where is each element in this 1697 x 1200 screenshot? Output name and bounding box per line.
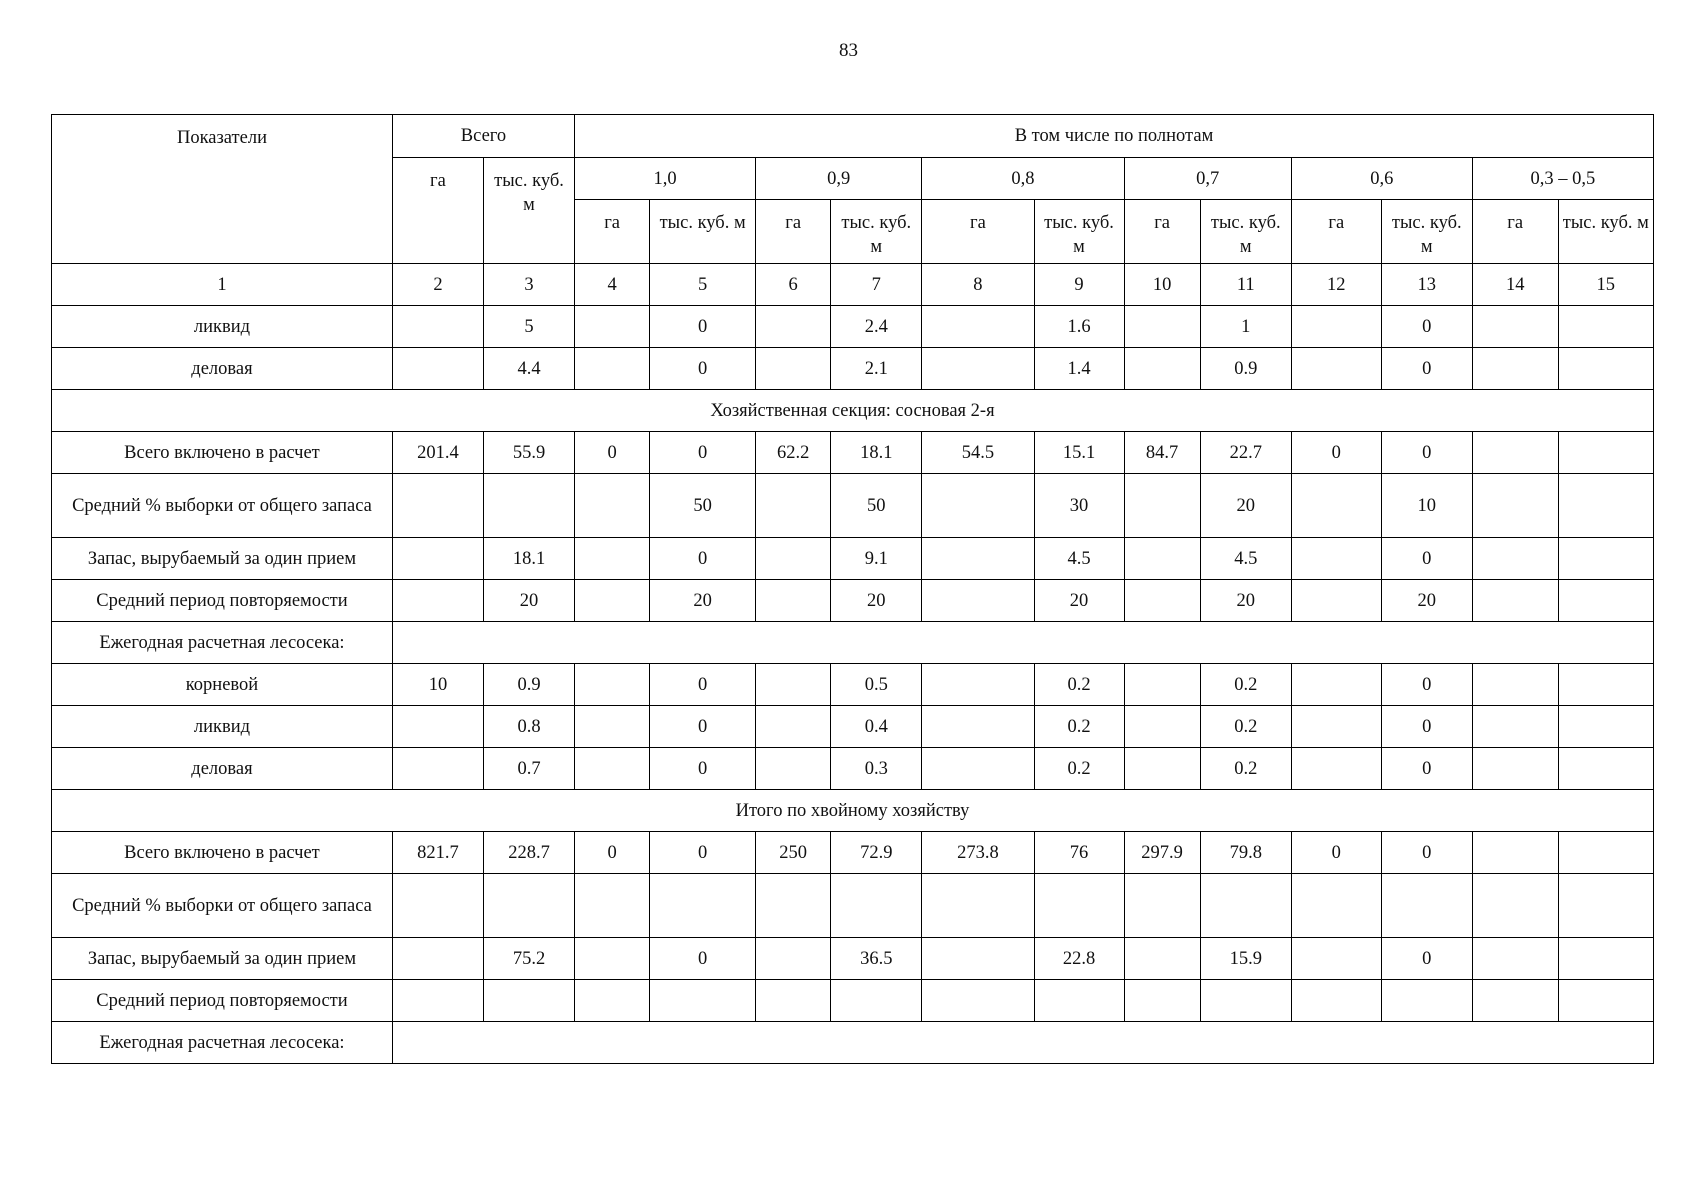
table-cell: [483, 874, 574, 938]
table-cell: 0: [1381, 748, 1472, 790]
table-cell: [756, 664, 831, 706]
table-cell: [756, 538, 831, 580]
table-cell: [756, 348, 831, 390]
column-number: 3: [483, 264, 574, 306]
table-cell: [575, 306, 650, 348]
table-cell: [1124, 664, 1200, 706]
header-unit-volume: тыс. куб. м: [1558, 200, 1653, 264]
table-cell: [1472, 874, 1558, 938]
table-cell: [1291, 664, 1381, 706]
row-label: Запас, вырубаемый за один прием: [52, 538, 393, 580]
table-cell: 54.5: [922, 432, 1034, 474]
table-cell: 62.2: [756, 432, 831, 474]
header-unit-ha: га: [1291, 200, 1381, 264]
table-cell: [1381, 874, 1472, 938]
table-row: [52, 538, 1654, 580]
table-cell: [1558, 706, 1653, 748]
table-cell: [922, 538, 1034, 580]
table-cell: 0: [650, 306, 756, 348]
table-cell: [1291, 474, 1381, 538]
column-number: 8: [922, 264, 1034, 306]
row-label: ликвид: [52, 306, 393, 348]
header-density: 0,9: [756, 158, 922, 200]
table-cell: 0.4: [831, 706, 922, 748]
table-cell: 5: [483, 306, 574, 348]
column-number-row: [52, 264, 1654, 306]
table-cell: [1472, 664, 1558, 706]
header-density: 0,6: [1291, 158, 1472, 200]
table-row: [52, 474, 1654, 538]
table-cell: [1124, 706, 1200, 748]
row-label: Запас, вырубаемый за один прием: [52, 938, 393, 980]
table-cell: [756, 580, 831, 622]
table-cell: [575, 664, 650, 706]
table-cell: [483, 474, 574, 538]
table-cell: 273.8: [922, 832, 1034, 874]
empty-cell: [392, 1022, 1653, 1064]
table-cell: [1034, 980, 1124, 1022]
column-number: 15: [1558, 264, 1653, 306]
section-title: Итого по хвойному хозяйству: [52, 790, 1654, 832]
table-cell: [1472, 580, 1558, 622]
table-cell: 18.1: [831, 432, 922, 474]
header-total: Всего: [392, 115, 574, 158]
row-label: Ежегодная расчетная лесосека:: [52, 1022, 393, 1064]
table-cell: [1558, 664, 1653, 706]
table-cell: 0: [575, 832, 650, 874]
table-cell: [1124, 874, 1200, 938]
header-unit-ha: га: [575, 200, 650, 264]
table-cell: [392, 538, 483, 580]
page-number: 83: [839, 40, 858, 61]
row-label: Средний % выборки от общего запаса: [52, 474, 393, 538]
forest-cut-table: [51, 114, 1654, 1064]
table-cell: [831, 874, 922, 938]
table-cell: [1124, 538, 1200, 580]
header-by-density: В том числе по полнотам: [575, 115, 1654, 158]
table-cell: [1291, 748, 1381, 790]
header-unit-volume: тыс. куб. м: [1034, 200, 1124, 264]
table-row: [52, 748, 1654, 790]
table-row: [52, 980, 1654, 1022]
table-body: [52, 306, 1654, 1064]
table-cell: 1.6: [1034, 306, 1124, 348]
table-cell: 36.5: [831, 938, 922, 980]
table-cell: 0: [1381, 306, 1472, 348]
table-cell: 0: [650, 748, 756, 790]
table-cell: 0: [1291, 832, 1381, 874]
table-cell: [1558, 748, 1653, 790]
table-cell: [922, 474, 1034, 538]
table-cell: [392, 748, 483, 790]
row-label: деловая: [52, 748, 393, 790]
table-cell: [1381, 980, 1472, 1022]
table-cell: 0.2: [1200, 664, 1291, 706]
table-cell: 18.1: [483, 538, 574, 580]
row-label: Ежегодная расчетная лесосека:: [52, 622, 393, 664]
column-number: 7: [831, 264, 922, 306]
table-cell: [650, 980, 756, 1022]
column-number: 6: [756, 264, 831, 306]
table-cell: 821.7: [392, 832, 483, 874]
table-cell: [1124, 580, 1200, 622]
table-cell: [1034, 874, 1124, 938]
table-cell: [756, 748, 831, 790]
table-cell: [922, 980, 1034, 1022]
table-row: [52, 706, 1654, 748]
column-number: 14: [1472, 264, 1558, 306]
row-label: деловая: [52, 348, 393, 390]
table-cell: 0: [575, 432, 650, 474]
table-cell: [1558, 538, 1653, 580]
table-cell: [1558, 874, 1653, 938]
table-cell: [575, 706, 650, 748]
table-cell: 4.5: [1200, 538, 1291, 580]
table-cell: [1291, 706, 1381, 748]
table-cell: [1472, 706, 1558, 748]
table-cell: 0: [650, 432, 756, 474]
table-cell: 15.9: [1200, 938, 1291, 980]
table-cell: 0: [1381, 706, 1472, 748]
header-density: 1,0: [575, 158, 756, 200]
row-label: корневой: [52, 664, 393, 706]
table-cell: [575, 348, 650, 390]
table-cell: 2.4: [831, 306, 922, 348]
table-cell: [1472, 748, 1558, 790]
table-cell: [1558, 980, 1653, 1022]
table-cell: [922, 706, 1034, 748]
table-cell: 0: [650, 938, 756, 980]
table-cell: 250: [756, 832, 831, 874]
header-unit-volume: тыс. куб. м: [650, 200, 756, 264]
table-cell: [1291, 306, 1381, 348]
table-cell: [1558, 306, 1653, 348]
table-cell: 0: [1381, 432, 1472, 474]
table-row: [52, 432, 1654, 474]
table-cell: [1472, 980, 1558, 1022]
table-cell: [1472, 938, 1558, 980]
table-cell: [575, 580, 650, 622]
table-cell: [1558, 832, 1653, 874]
table-cell: [1124, 748, 1200, 790]
column-number: 12: [1291, 264, 1381, 306]
table-cell: [575, 874, 650, 938]
table-cell: 75.2: [483, 938, 574, 980]
table-cell: 0.3: [831, 748, 922, 790]
table-cell: [575, 474, 650, 538]
table-row: [52, 306, 1654, 348]
table-cell: 22.7: [1200, 432, 1291, 474]
table-cell: [1200, 874, 1291, 938]
table-cell: 79.8: [1200, 832, 1291, 874]
table-cell: 0.9: [1200, 348, 1291, 390]
table-cell: [392, 706, 483, 748]
table-cell: 0.5: [831, 664, 922, 706]
table-cell: [1291, 980, 1381, 1022]
section-row: [52, 790, 1654, 832]
table-cell: 0: [1381, 538, 1472, 580]
table-cell: [1472, 348, 1558, 390]
table-cell: 0: [650, 348, 756, 390]
header-indicators: Показатели: [52, 115, 393, 264]
table-cell: 0: [650, 832, 756, 874]
column-number: 4: [575, 264, 650, 306]
header-unit-ha: га: [756, 200, 831, 264]
table-cell: [1558, 580, 1653, 622]
table-cell: [392, 874, 483, 938]
table-cell: [392, 474, 483, 538]
table-cell: [392, 348, 483, 390]
table-cell: [756, 980, 831, 1022]
row-label: Всего включено в расчет: [52, 432, 393, 474]
header-unit-volume: тыс. куб. м: [831, 200, 922, 264]
table-cell: 4.5: [1034, 538, 1124, 580]
table-cell: [1291, 580, 1381, 622]
table-cell: 0: [650, 664, 756, 706]
empty-cell: [392, 622, 1653, 664]
table-cell: 0.9: [483, 664, 574, 706]
table-cell: [575, 938, 650, 980]
table-row: [52, 938, 1654, 980]
table-cell: [1291, 348, 1381, 390]
table-row: [52, 348, 1654, 390]
table-cell: 20: [483, 580, 574, 622]
header-density: 0,7: [1124, 158, 1291, 200]
label-row: [52, 1022, 1654, 1064]
table-cell: 0.2: [1200, 748, 1291, 790]
row-label: ликвид: [52, 706, 393, 748]
section-title: Хозяйственная секция: сосновая 2-я: [52, 390, 1654, 432]
table-cell: [483, 980, 574, 1022]
section-row: [52, 390, 1654, 432]
column-number: 2: [392, 264, 483, 306]
table-cell: 72.9: [831, 832, 922, 874]
table-cell: 9.1: [831, 538, 922, 580]
table-cell: [575, 980, 650, 1022]
table-cell: [922, 938, 1034, 980]
table-cell: [1291, 538, 1381, 580]
column-number: 1: [52, 264, 393, 306]
table-cell: 1.4: [1034, 348, 1124, 390]
table-cell: 0: [1381, 664, 1472, 706]
header-unit-ha: га: [922, 200, 1034, 264]
table-cell: 2.1: [831, 348, 922, 390]
table-cell: 50: [831, 474, 922, 538]
table-cell: [922, 580, 1034, 622]
table-cell: [1124, 938, 1200, 980]
table-row: [52, 832, 1654, 874]
table-cell: 10: [1381, 474, 1472, 538]
row-label: Средний период повторяемости: [52, 580, 393, 622]
table-cell: [1124, 474, 1200, 538]
table-cell: [1558, 348, 1653, 390]
header-density: 0,3 – 0,5: [1472, 158, 1653, 200]
table-cell: [1472, 432, 1558, 474]
column-number: 10: [1124, 264, 1200, 306]
table-cell: [1291, 938, 1381, 980]
table-cell: 20: [650, 580, 756, 622]
table-cell: 0.7: [483, 748, 574, 790]
table-cell: 22.8: [1034, 938, 1124, 980]
table-cell: [922, 664, 1034, 706]
table-cell: 0: [1381, 348, 1472, 390]
table-cell: [392, 938, 483, 980]
table-cell: 0.2: [1200, 706, 1291, 748]
row-label: Всего включено в расчет: [52, 832, 393, 874]
table-cell: [575, 748, 650, 790]
header-unit-ha: га: [1472, 200, 1558, 264]
table-cell: 4.4: [483, 348, 574, 390]
table-cell: [922, 874, 1034, 938]
table-cell: 10: [392, 664, 483, 706]
column-number: 9: [1034, 264, 1124, 306]
table-cell: 297.9: [1124, 832, 1200, 874]
table-cell: 0.2: [1034, 664, 1124, 706]
table-cell: [1291, 874, 1381, 938]
table-cell: [1558, 474, 1653, 538]
table-cell: [392, 306, 483, 348]
table-cell: 0.8: [483, 706, 574, 748]
header-unit-volume: тыс. куб. м: [1381, 200, 1472, 264]
table-cell: [756, 306, 831, 348]
table-cell: 20: [1200, 580, 1291, 622]
table-cell: [756, 474, 831, 538]
table-cell: [1124, 306, 1200, 348]
header-density: 0,8: [922, 158, 1124, 200]
column-number: 13: [1381, 264, 1472, 306]
table-cell: [392, 580, 483, 622]
table-cell: 0: [1381, 832, 1472, 874]
table-row: [52, 874, 1654, 938]
header-total-volume: тыс. куб. м: [483, 158, 574, 264]
header-total-ha: га: [392, 158, 483, 264]
table-cell: [756, 938, 831, 980]
header-unit-volume: тыс. куб. м: [1200, 200, 1291, 264]
table-cell: [922, 306, 1034, 348]
column-number: 11: [1200, 264, 1291, 306]
table-cell: 84.7: [1124, 432, 1200, 474]
table-cell: 0: [1381, 938, 1472, 980]
table-cell: [756, 874, 831, 938]
table-cell: 20: [1200, 474, 1291, 538]
table-cell: 15.1: [1034, 432, 1124, 474]
table-cell: 0: [650, 706, 756, 748]
header-unit-ha: га: [1124, 200, 1200, 264]
table-row: [52, 664, 1654, 706]
table-cell: 20: [1034, 580, 1124, 622]
table-cell: 76: [1034, 832, 1124, 874]
table-cell: [922, 348, 1034, 390]
table-row: [52, 580, 1654, 622]
table-cell: 55.9: [483, 432, 574, 474]
table-cell: 20: [1381, 580, 1472, 622]
table-cell: [575, 538, 650, 580]
table-cell: [392, 980, 483, 1022]
column-number: 5: [650, 264, 756, 306]
table-cell: [831, 980, 922, 1022]
row-label: Средний период повторяемости: [52, 980, 393, 1022]
table-cell: 0: [650, 538, 756, 580]
row-label: Средний % выборки от общего запаса: [52, 874, 393, 938]
table-cell: 30: [1034, 474, 1124, 538]
table-cell: [1124, 980, 1200, 1022]
table-cell: [650, 874, 756, 938]
table-cell: [1558, 938, 1653, 980]
table-cell: [756, 706, 831, 748]
table-cell: 0.2: [1034, 706, 1124, 748]
table-cell: [1200, 980, 1291, 1022]
table-cell: [1124, 348, 1200, 390]
table-cell: 201.4: [392, 432, 483, 474]
label-row: [52, 622, 1654, 664]
table-cell: [1472, 306, 1558, 348]
table-cell: [1472, 474, 1558, 538]
table-cell: 20: [831, 580, 922, 622]
table-cell: 50: [650, 474, 756, 538]
table-cell: [1558, 432, 1653, 474]
table-cell: 1: [1200, 306, 1291, 348]
table-cell: 228.7: [483, 832, 574, 874]
table-cell: [922, 748, 1034, 790]
table-cell: 0: [1291, 432, 1381, 474]
table-cell: 0.2: [1034, 748, 1124, 790]
table-cell: [1472, 538, 1558, 580]
table-header: [52, 115, 1654, 306]
table-cell: [1472, 832, 1558, 874]
